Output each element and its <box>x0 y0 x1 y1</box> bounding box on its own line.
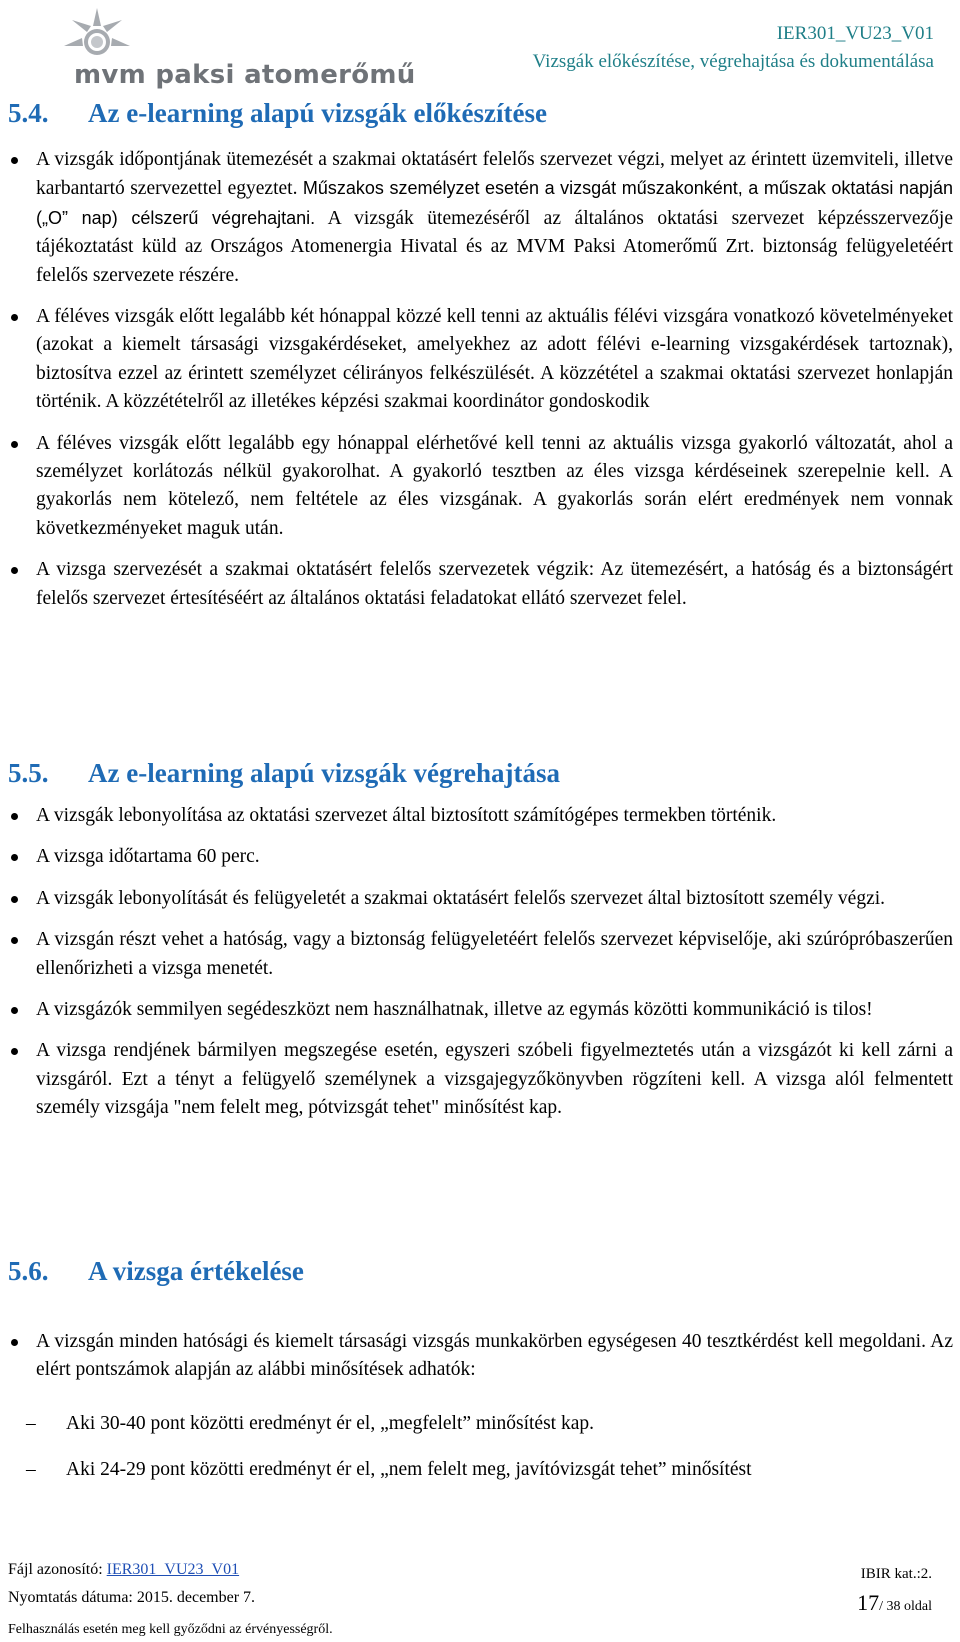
list-item <box>0 303 960 417</box>
section-heading <box>8 1256 304 1287</box>
bullet-icon <box>11 896 18 903</box>
bullet-list <box>0 802 960 1123</box>
list-item <box>0 926 960 983</box>
validity-notice: Felhasználás esetén meg kell győződni az érvényességről. <box>8 1622 333 1637</box>
list-item <box>0 556 960 613</box>
dash-icon: – <box>26 1413 36 1434</box>
logo-text: mvm paksi atomerőmű <box>74 60 416 90</box>
list-item-text: A vizsgák időpontjának ütemezését a szakmai oktatásért felelős szervezet végzi, melyet az érintett üzemviteli, illetve karbantartó szervezettel egyeztet. <box>36 149 953 200</box>
dash-item-text: Aki 24-29 pont közötti eredményt ér el, „nem felelt meg, javítóvizsgát tehet” minősítést <box>66 1459 752 1480</box>
list-item-text: A féléves vizsgák előtt legalább egy hónappal elérhetővé kell tenni az aktuális vizsga gyakorló változatát, ahol a személyzet korlátozás nélkül gyakorolhat. A gyakorló tesztben az éles vizsga kérdéseinek szerepelnie kell. A gyakorlás nem kötelező, nem feltétele az éles vizsgának. A gyakorlás során elért eredmények nem vonnak következményeket maguk után. <box>36 432 953 539</box>
dash-list-item <box>26 1410 594 1438</box>
list-item <box>0 996 960 1024</box>
section-number: 5.5. <box>8 758 49 788</box>
section-title: Az e-learning alapú vizsgák végrehajtása <box>88 758 560 788</box>
ibir-category: IBIR kat.:2. <box>860 1566 932 1582</box>
document-title: Vizsgák előkészítése, végrehajtása és dokumentálása <box>532 51 934 72</box>
bullet-icon <box>11 854 18 861</box>
list-item <box>0 885 960 913</box>
dash-list-item <box>26 1456 752 1484</box>
print-date: Nyomtatás dátuma: 2015. december 7. <box>8 1589 256 1606</box>
bullet-icon <box>11 1007 18 1014</box>
footer-left <box>8 1556 255 1612</box>
list-item-text: Műszakos személyzet esetén a vizsgát műszakonként, a műszak oktatási napján („O” nap) célszerű végrehajtani. <box>36 178 954 228</box>
list-item <box>0 802 960 830</box>
section-title: A vizsga értékelése <box>88 1256 304 1286</box>
list-item-text: A vizsgák lebonyolítását és felügyeletét a szakmai oktatásért felelős szervezet által biztosított személy végzi. <box>36 887 886 909</box>
section-heading <box>8 98 547 129</box>
bullet-list <box>0 1328 960 1385</box>
list-item <box>0 430 960 544</box>
file-id-link[interactable]: IER301_VU23_V01 <box>106 1561 240 1578</box>
bullet-list <box>0 146 960 613</box>
bullet-icon <box>11 937 18 944</box>
page-number <box>857 1590 932 1616</box>
bullet-icon <box>11 441 18 448</box>
bullet-icon <box>11 1048 18 1055</box>
company-logo <box>34 6 416 90</box>
dash-item-text: Aki 30-40 pont közötti eredményt ér el, „megfelelt” minősítést kap. <box>66 1413 594 1434</box>
document-id: IER301_VU23_V01 <box>776 23 934 44</box>
section-heading <box>8 758 560 789</box>
list-item-text: A vizsga időtartama 60 perc. <box>36 846 260 868</box>
section-number: 5.6. <box>8 1256 49 1286</box>
dash-icon: – <box>26 1459 36 1480</box>
page-header <box>0 0 960 92</box>
bullet-icon <box>11 314 18 321</box>
file-id-label: Fájl azonosító: <box>8 1561 107 1578</box>
section-number: 5.4. <box>8 98 49 128</box>
bullet-icon <box>11 567 18 574</box>
page-suffix: oldal <box>900 1599 932 1614</box>
list-item-text: A vizsgán részt vehet a hatóság, vagy a biztonság felügyeletéért felelős szervezet képviselője, aki szúrópróbaszerűen ellenőrizheti a vizsga menetét. <box>36 929 953 979</box>
list-item <box>0 843 960 871</box>
list-item-text: A féléves vizsgák előtt legalább két hónappal közzé kell tenni az aktuális félévi vizsgára vonatkozó követelményeket (azokat a kiemelt társasági vizsgakérdéseket, amelyekhez az adott félévi e-learning vizsgakérdések tartoznak), biztosítva ezzel az érintett személyzet célirányos felkészülését. A közzététel a szakmai oktatási szervezet honlapján történik. A közzétételről az illetékes képzési szakmai koordinátor gondoskodik <box>36 306 953 413</box>
list-item <box>0 1328 960 1385</box>
list-item-text: A vizsgák lebonyolítása az oktatási szervezet által biztosított számítógépes termekben történik. <box>36 805 777 826</box>
list-item-text: A vizsgázók semmilyen segédeszközt nem használhatnak, illetve az egymás közötti kommunikáció is tilos! <box>36 999 873 1021</box>
page-footer <box>0 1556 960 1642</box>
list-item-text: A vizsgán minden hatósági és kiemelt társasági vizsgás munkakörben egységesen 40 tesztkérdést kell megoldani. Az elért pontszámok alapján az alábbi minősítések adhatók: <box>36 1331 953 1381</box>
header-info <box>533 20 934 76</box>
list-item-text: A vizsgák ütemezéséről az általános oktatási szervezet képzésszervezője tájékoztatást küld az Országos Atomenergia Hivatal és az MVM Paksi Atomerőmű Zrt. biztonság felügyeletéért felelős szervezete részére. <box>36 207 953 286</box>
list-item <box>0 146 960 290</box>
list-item-text: A vizsga rendjének bármilyen megszegése esetén, egyszeri szóbeli figyelmeztetés után a vizsgázót ki kell zárni a vizsgáról. Ezt a tényt a felügyelő személynek a vizsgajegyzőkönyvben rögzíteni kell. A vizsga alól felmentett személy vizsgája "nem felelt meg, pótvizsgát tehet" minősítést kap. <box>36 1040 953 1119</box>
list-item-text: A vizsga szervezését a szakmai oktatásért felelős szervezetek végzik: Az ütemezésért, a hatóság és a biztonságért felelős szervezet értesítéséért az általános oktatási feladatokat ellátó szervezet felel. <box>36 559 953 609</box>
bullet-icon <box>11 1339 18 1346</box>
page-total: / 38 <box>879 1599 901 1614</box>
bullet-icon <box>11 813 18 820</box>
bullet-icon <box>11 157 18 164</box>
page-current: 17 <box>857 1590 880 1615</box>
file-id-line <box>8 1556 255 1584</box>
list-item <box>0 1037 960 1122</box>
section-title: Az e-learning alapú vizsgák előkészítése <box>88 98 547 128</box>
